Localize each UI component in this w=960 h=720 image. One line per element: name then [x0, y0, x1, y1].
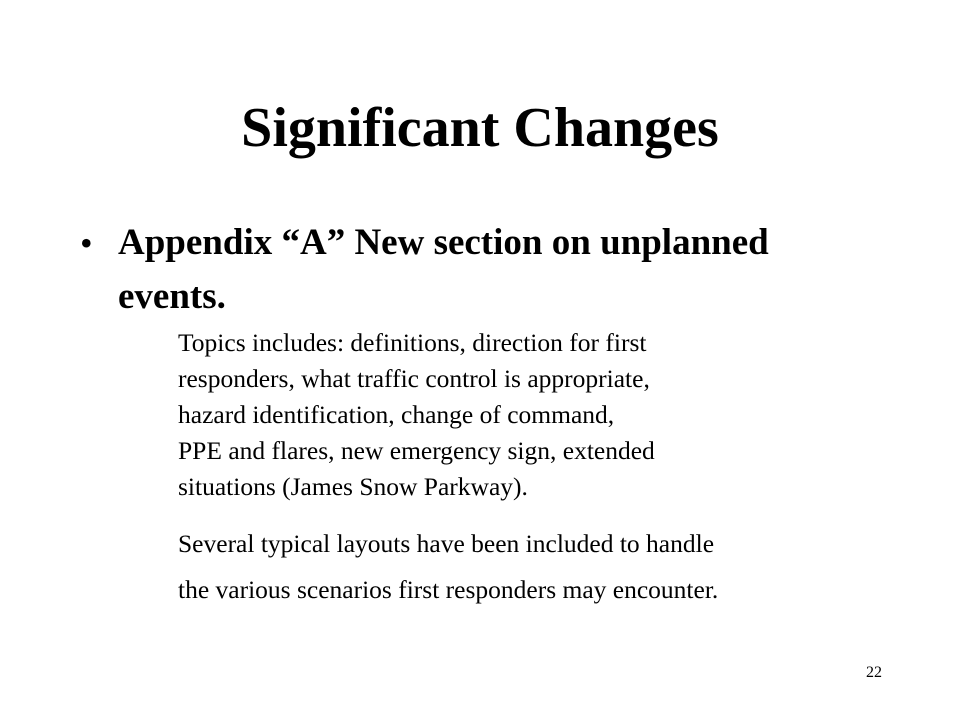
topics-line-4: PPE and flares, new emergency sign, extended [178, 436, 655, 465]
topics-line-5: situations (James Snow Parkway). [178, 472, 528, 501]
topics-line-3: hazard identification, change of command, [178, 400, 615, 429]
bullet-marker: • [80, 223, 93, 263]
topics-line-2: responders, what traffic control is appropriate, [178, 364, 650, 393]
bullet-text-line-1: Appendix “A” New section on unplanned [118, 222, 769, 263]
page-number: 22 [866, 664, 882, 681]
layouts-line-1 [178, 526, 878, 562]
layouts-line-1-text: Several typical layouts have been included to handle [178, 529, 715, 558]
layouts-line-2 [178, 572, 878, 608]
topics-paragraph [178, 325, 878, 505]
layouts-line-2-text: the various scenarios first responders may encounter. [178, 575, 719, 604]
bullet-text-line-2: events. [118, 276, 226, 317]
topics-line-1: Topics includes: definitions, direction for first [178, 328, 647, 357]
slide-title: Significant Changes [241, 97, 719, 159]
bullet-text [118, 216, 898, 324]
